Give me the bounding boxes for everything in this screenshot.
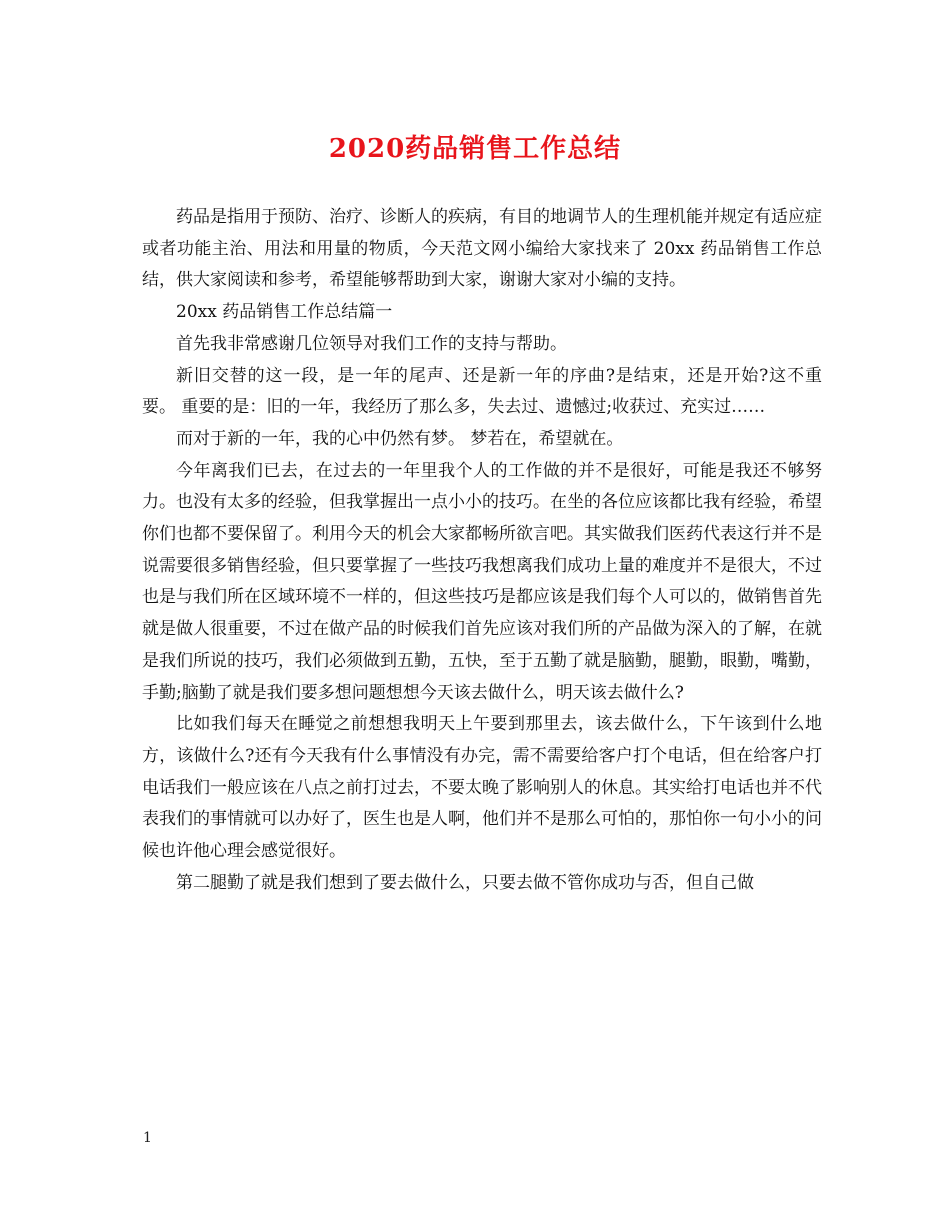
body-paragraph: 新旧交替的这一段，是一年的尾声、还是新一年的序曲?是结束，还是开始?这不重要。 重要的是：旧的一年，我经历了那么多，失去过、遗憾过;收获过、充实过……: [142, 365, 822, 418]
body-paragraph: 比如我们每天在睡觉之前想想我明天上午要到那里去，该去做什么，下午该到什么地方，该做什么?还有今天我有什么事情没有办完，需不需要给客户打个电话，但在给客户打电话我们一般应该在八点之前打过去，不要太晚了影响别人的休息。其实给打电话也并不代表我们的事情就可以办好了，医生也是人啊，他们并不是那么可怕的，那怕你一句小小的问候也许他心理会感觉很好。: [142, 714, 822, 862]
body-paragraph: 第二腿勤了就是我们想到了要去做什么，只要去做不管你成功与否，但自己做: [176, 872, 754, 893]
body-paragraph: 而对于新的一年，我的心中仍然有梦。 梦若在，希望就在。: [176, 428, 624, 449]
body-paragraph: 今年离我们已去，在过去的一年里我个人的工作做的并不是很好，可能是我还不够努力。也没有太多的经验，但我掌握出一点小小的技巧。在坐的各位应该都比我有经验，希望你们也都不要保留了。利用今天的机会大家都畅所欲言吧。其实做我们医药代表这行并不是说需要很多销售经验，但只要掌握了一些技巧我想离我们成功上量的难度并不是很大，不过也是与我们所在区域环境不一样的，但这些技巧是都应该是我们每个人可以的，做销售首先就是做人很重要，不过在做产品的时候我们首先应该对我们所的产品做为深入的了解，在就是我们所说的技巧，我们必须做到五勤，五快，至于五勤了就是脑勤，腿勤，眼勤，嘴勤，手勤;脑勤了就是我们要多想问题想想今天该去做什么，明天该去做什么?: [142, 460, 822, 703]
page-number: 1: [143, 1130, 152, 1146]
intro-paragraph: 药品是指用于预防、治疗、诊断人的疾病，有目的地调节人的生理机能并规定有适应症或者功能主治、用法和用量的物质，今天范文网小编给大家找来了 20xx 药品销售工作总结，供大家阅读和参考，希望能够帮助到大家，谢谢大家对小编的支持。: [142, 207, 822, 291]
section-heading: 20xx 药品销售工作总结篇一: [176, 302, 393, 323]
document-body: [142, 202, 822, 899]
document-title: 2020药品销售工作总结: [328, 134, 622, 164]
body-paragraph: 首先我非常感谢几位领导对我们工作的支持与帮助。: [176, 333, 567, 354]
